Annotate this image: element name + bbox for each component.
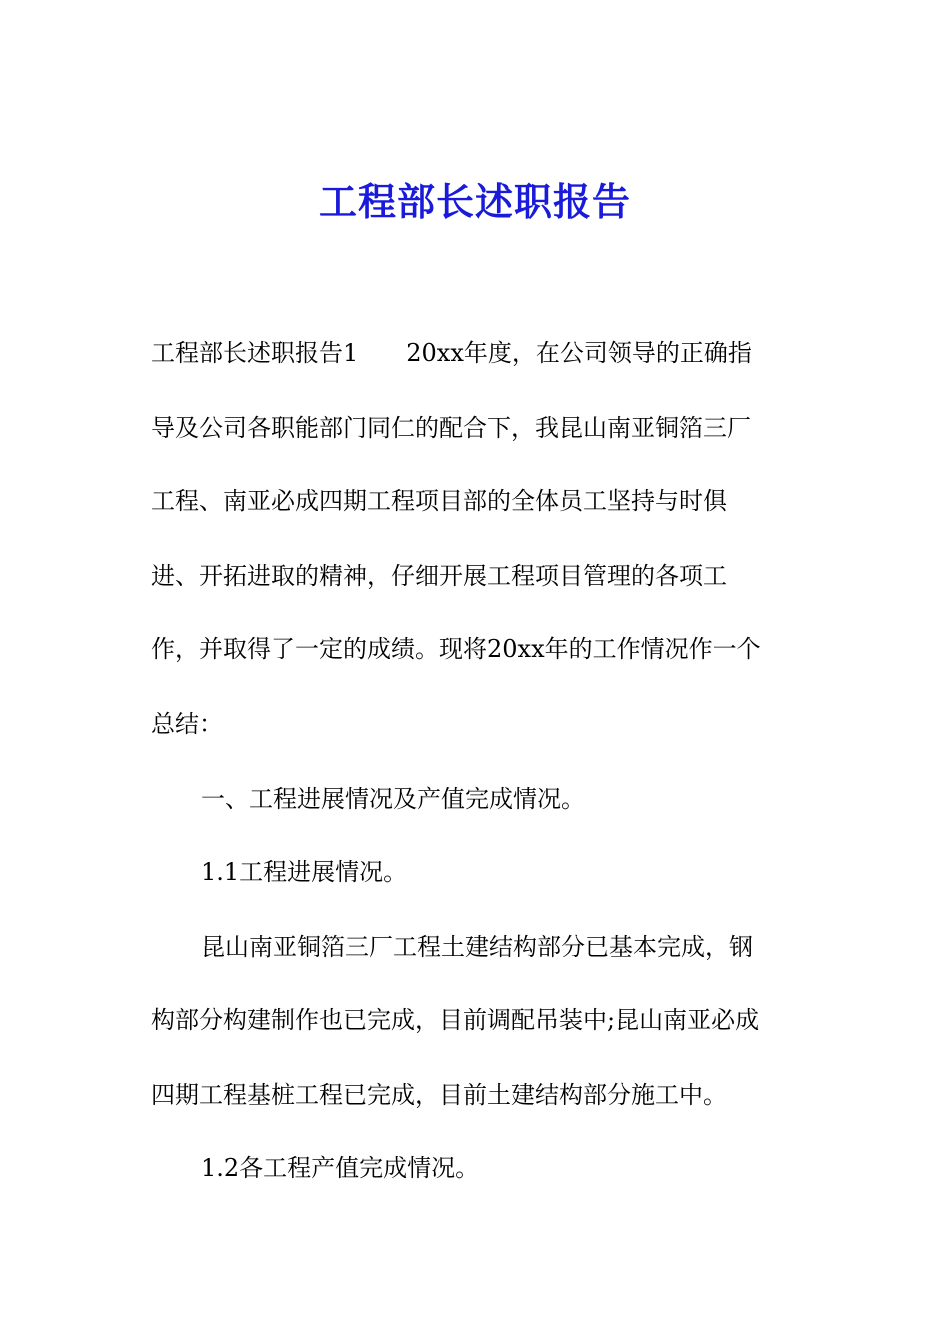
paragraph-line: 作，并取得了一定的成绩。现将20xx年的工作情况作一个 bbox=[151, 635, 761, 663]
paragraph-line: 进、开拓进取的精神，仔细开展工程项目管理的各项工 bbox=[151, 562, 727, 590]
subsection-heading: 1.2各工程产值完成情况。 bbox=[201, 1154, 480, 1182]
paragraph-line: 昆山南亚铜箔三厂工程土建结构部分已基本完成，钢 bbox=[201, 933, 753, 961]
section-heading: 一、工程进展情况及产值完成情况。 bbox=[201, 785, 585, 813]
paragraph-line: 工程部长述职报告1 20xx年度，在公司领导的正确指 bbox=[151, 339, 752, 367]
subsection-heading: 1.1工程进展情况。 bbox=[201, 858, 408, 886]
paragraph-line: 工程、南亚必成四期工程项目部的全体员工坚持与时俱 bbox=[151, 487, 727, 515]
paragraph-line: 四期工程基桩工程已完成，目前土建结构部分施工中。 bbox=[151, 1081, 727, 1109]
paragraph-line: 导及公司各职能部门同仁的配合下，我昆山南亚铜箔三厂 bbox=[151, 414, 751, 442]
paragraph-line: 总结： bbox=[151, 710, 223, 738]
paragraph-line: 构部分构建制作也已完成，目前调配吊装中;昆山南亚必成 bbox=[151, 1006, 760, 1034]
document-title: 工程部长述职报告 bbox=[318, 179, 631, 224]
